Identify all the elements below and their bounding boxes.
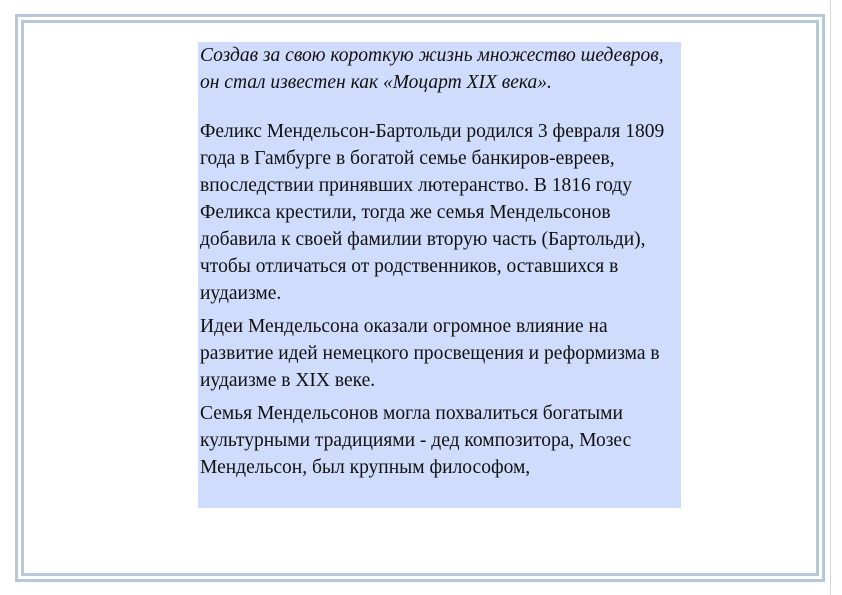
paragraph-biography: Феликс Мендельсон-Бартольди родился 3 февраля 1809 года в Гамбурге в богатой семье банкиров-евреев, впоследствии принявших лютеранство. В 1816 году Феликса крестили, тогда же семья Мендельсонов добавила к своей фамилии вторую часть (Бартольди), чтобы отличаться от родственников, оставшихся в иудаизме. (200, 121, 665, 304)
intro-text: Создав за свою короткую жизнь множество шедевров, он стал известен как «Моцарт XIX века». (200, 45, 664, 93)
slide-edge (830, 0, 842, 595)
paragraph-influence: Идеи Мендельсона оказали огромное влияние на развитие идей немецкого просвещения и реформизма в иудаизме в XIX веке. (200, 316, 660, 391)
slide-text-box (198, 42, 681, 508)
paragraph-family: Семья Мендельсонов могла похвалиться богатыми культурными традициями - дед композитора, Мозес Мендельсон, был крупным философом, (200, 403, 632, 478)
